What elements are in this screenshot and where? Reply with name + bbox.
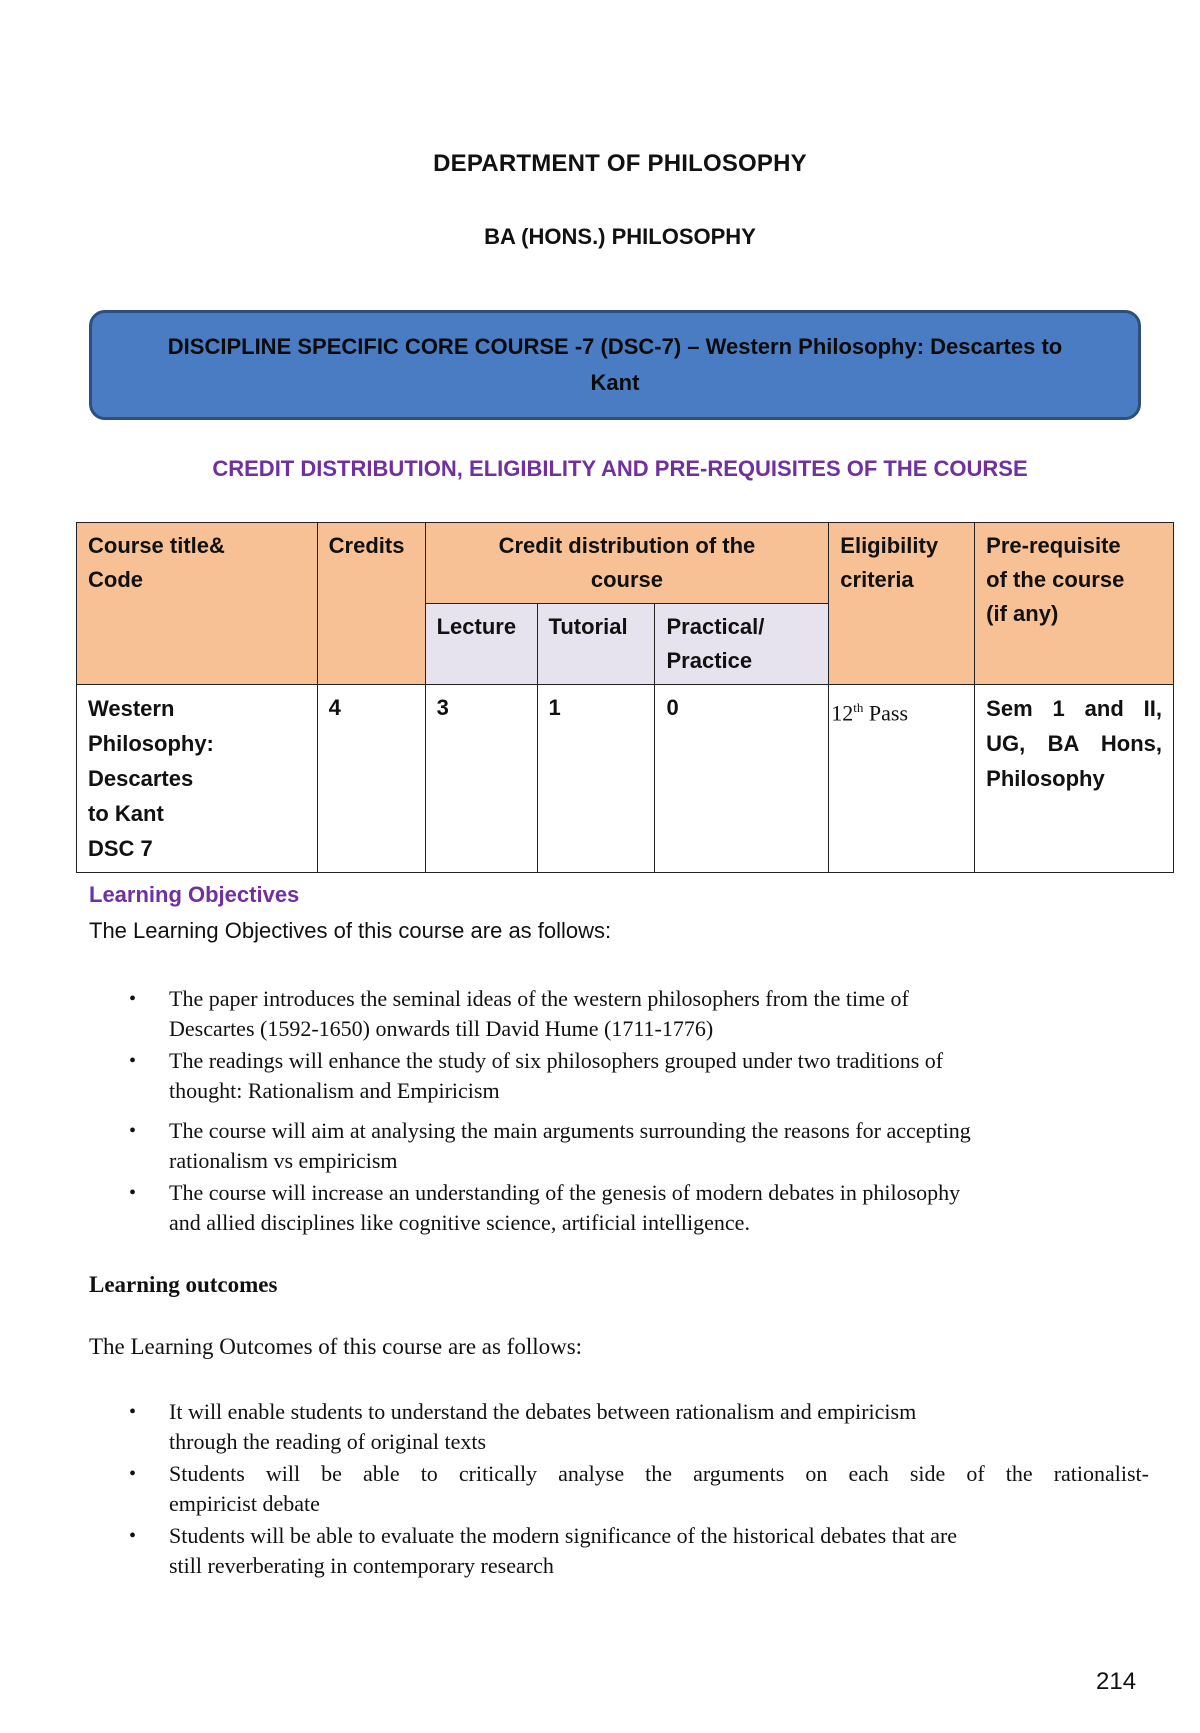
credit-distribution-heading: CREDIT DISTRIBUTION, ELIGIBILITY AND PRE-REQUISITES OF THE COURSE [212,456,1028,481]
learning-objectives-heading: Learning Objectives [89,882,300,907]
cell-eligibility: 12th Pass [829,685,975,873]
course-title-box [89,310,1141,420]
learning-objectives-intro: The Learning Objectives of this course are as follows: [89,918,612,943]
program-title: BA (HONS.) PHILOSOPHY [484,224,756,249]
cell-credits: 4 [317,685,425,873]
bullet-icon: • [129,1401,137,1423]
cell-lecture: 3 [425,685,537,873]
credit-distribution-table [76,522,1174,873]
list-item: • The readings will enhance the study of six philosophers grouped under two traditions of thought: Rationalism and Empiricism [129,1048,944,1103]
list-item: • The paper introduces the seminal ideas of the western philosophers from the time of Descartes (1592-1650) onwards till David Hume (1711-1776) [129,986,909,1041]
list-item: • Students will be able to evaluate the modern significance of the historical debates that are still reverberating in contemporary research [129,1523,958,1578]
bullet-icon: • [129,1525,137,1547]
list-item: • It will enable students to understand the debates between rationalism and empiricism through the reading of original texts [129,1399,917,1454]
cell-practical: 0 [655,685,829,873]
cell-tutorial: 1 [537,685,655,873]
header-credit-distribution: Credit distribution of the course [425,523,829,604]
header-prerequisite: Pre-requisite of the course (if any) [975,523,1174,685]
bullet-icon: • [129,1182,137,1204]
course-title-line-2: Kant [590,370,640,395]
header-course-title: Course title& Code [77,523,318,685]
header-practical: Practical/ Practice [655,604,829,685]
cell-course-title: Western Philosophy: Descartes to Kant DSC 7 [77,685,318,873]
course-title-line-1: DISCIPLINE SPECIFIC CORE COURSE -7 (DSC-7) – Western Philosophy: Descartes to [167,334,1063,359]
list-item: • The course will aim at analysing the main arguments surrounding the reasons for accepting rationalism vs empiricism [129,1118,971,1173]
bullet-icon: • [129,988,137,1010]
header-tutorial: Tutorial [537,604,655,685]
cell-prerequisite: Sem 1 and II, UG, BA Hons, Philosophy [975,685,1174,873]
learning-outcomes-list [129,1397,1149,1583]
list-item: • The course will increase an understanding of the genesis of modern debates in philosophy and allied disciplines like cognitive science, artificial intelligence. [129,1180,961,1235]
learning-objectives-list [129,984,1149,1238]
header-eligibility: Eligibility criteria [829,523,975,685]
header-credits: Credits [317,523,425,685]
department-title: DEPARTMENT OF PHILOSOPHY [433,150,807,177]
learning-outcomes-heading: Learning outcomes [89,1272,278,1297]
bullet-icon: • [129,1120,137,1142]
page-number: 214 [1096,1668,1137,1695]
header-lecture: Lecture [425,604,537,685]
learning-outcomes-intro: The Learning Outcomes of this course are as follows: [89,1334,583,1359]
bullet-icon: • [129,1050,137,1072]
list-item: • Students will be able to critically analyse the arguments on each side of the rationalist- empiricist debate [129,1461,1149,1516]
bullet-icon: • [129,1463,137,1485]
table-row [77,685,1174,873]
